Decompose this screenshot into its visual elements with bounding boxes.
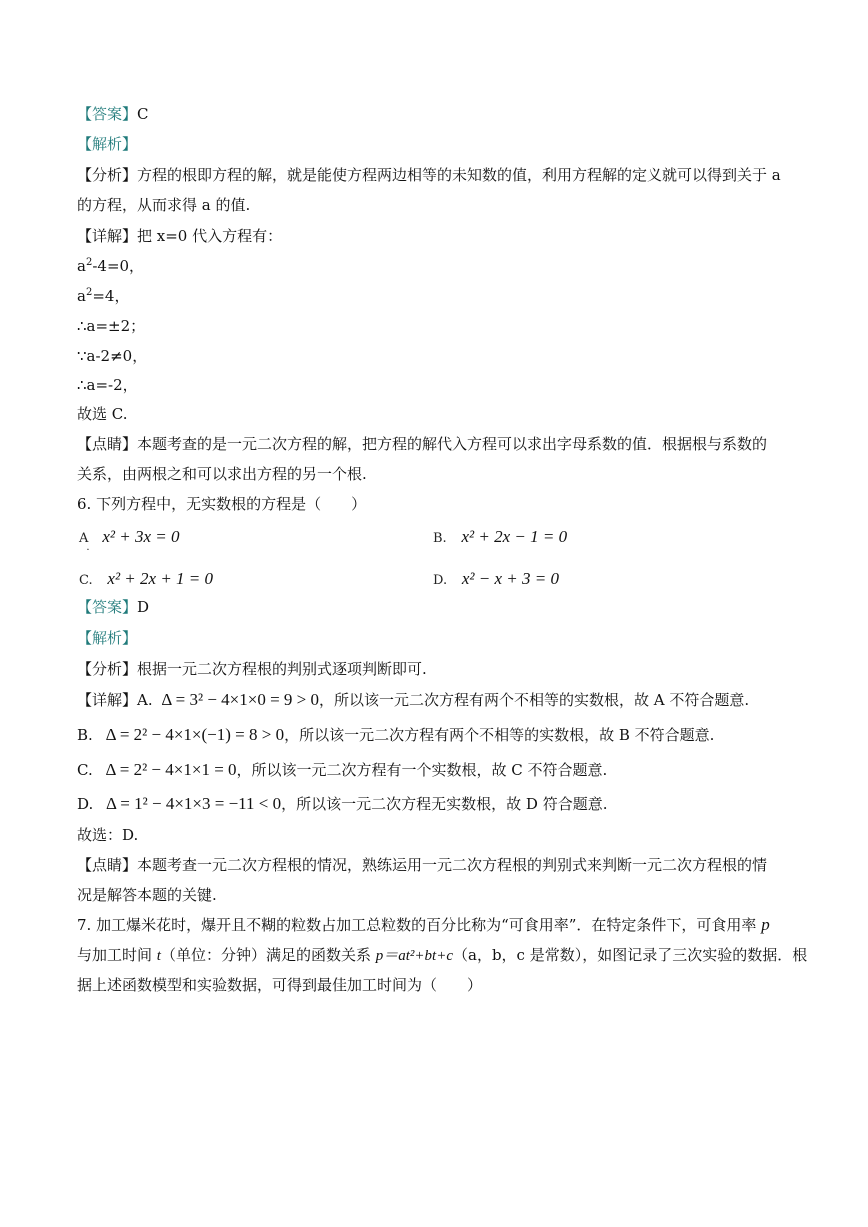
fenxi-text: 根据一元二次方程根的判别式逐项判断即可. [137,660,427,678]
detail-text: ，所以该一元二次方程有两个不相等的实数根，故 B 不符合题意. [284,726,715,744]
analysis-tag: 【解析】 [77,135,138,153]
q6-detail-b [77,725,714,745]
q7-var-p: p [761,915,770,934]
q5-step1 [77,256,144,276]
option-label: C. [79,573,93,588]
step2-rest: =4， [92,287,130,305]
option-label: D. [433,573,448,588]
dianjing-tag: 【点睛】 [77,435,138,453]
q6-answer-line [77,597,149,617]
q6-option-a: $A_.$ x² + 3x = 0 [79,527,180,553]
q6-choose: 故选：D. [77,826,139,844]
answer-value: D [137,598,150,616]
q5-dianjing-line1 [77,434,767,454]
q5-answer-line [77,104,149,124]
q7-line1 [77,915,770,935]
q6-stem: 6. 下列方程中，无实数根的方程是（ ） [77,495,367,513]
q5-choose: 故选 C. [77,405,128,423]
detail-prefix: C. [77,761,93,779]
step1-exp: 2 [85,257,93,268]
step1-rest: -4=0， [92,257,145,275]
q6-option-b [433,527,567,549]
xiangjie-tag: 【详解】 [77,227,138,245]
option-equation: x² + 2x + 1 = 0 [107,569,214,588]
q7-line2 [77,945,807,966]
detail-prefix: B. [77,726,93,744]
q7-var-t: t [156,948,161,964]
q6-option-d [433,569,559,591]
option-equation: x² − x + 3 = 0 [461,569,559,588]
q6-option-c [79,569,213,591]
option-label: A [79,531,89,546]
discriminant-math: Δ = 2² − 4×1×(−1) = 8 > 0 [105,725,285,744]
q7-text: （a，b，c 是常数），如图记录了三次实验的数据．根 [453,946,808,964]
analysis-tag: 【解析】 [77,629,138,647]
discriminant-math: Δ = 1² − 4×1×3 = −11 < 0 [106,794,282,813]
q6-detail-a [77,690,749,710]
q5-fenxi-line1 [77,165,781,185]
q6-analysis-line [77,628,137,648]
option-equation: x² + 3x = 0 [102,527,180,546]
q6-dianjing-line2: 况是解答本题的关键. [77,886,217,904]
dianjing-tag: 【点睛】 [77,856,138,874]
q5-step3: ∴a=±2； [77,317,146,335]
detail-text: ，所以该一元二次方程有一个实数根，故 C 不符合题意. [236,761,608,779]
q5-step4: ∵a-2≠0， [77,347,148,365]
q5-analysis-line [77,134,137,154]
q5-step5: ∴a=-2， [77,376,138,394]
xiangjie-text: 把 x=0 代入方程有： [137,227,283,245]
option-label: B. [433,531,447,546]
q5-fenxi-line2 [77,195,250,215]
answer-value: C [137,105,149,123]
step2-base: a [77,287,86,305]
q5-dianjing-line2: 关系，由两根之和可以求出方程的另一个根. [77,465,367,483]
q6-fenxi-line [77,659,427,679]
detail-text: ，所以该一元二次方程无实数根，故 D 符合题意. [281,795,608,813]
fenxi-tag: 【分析】 [77,660,138,678]
answer-tag: 【答案】 [77,105,138,123]
discriminant-math: Δ = 3² − 4×1×0 = 9 > 0 [161,690,320,709]
detail-prefix: D. [77,795,94,813]
detail-text: ，所以该一元二次方程有两个不相等的实数根，故 A 不符合题意. [319,691,750,709]
option-equation: x² + 2x − 1 = 0 [461,527,568,546]
xiangjie-tag: 【详解】 [77,691,138,709]
discriminant-math: Δ = 2² − 4×1×1 = 0 [105,760,237,779]
q6-detail-d [77,794,607,814]
q7-line3: 据上述函数模型和实验数据，可得到最佳加工时间为（ ） [77,976,483,994]
q7-formula: p＝at²+bt+c [375,948,453,964]
q7-text: 与加工时间 [77,946,153,964]
fenxi-text-cont: 的方程，从而求得 a 的值. [77,196,251,214]
answer-tag: 【答案】 [77,598,138,616]
q5-xiangjie-line [77,226,282,246]
q7-text: 7. 加工爆米花时，爆开且不糊的粒数占加工总粒数的百分比称为“可食用率”．在特定条件下，可食用率 [77,916,757,934]
detail-prefix: A. [137,691,153,709]
step1-base: a [77,257,86,275]
step2-exp: 2 [85,287,93,298]
q5-step2 [77,286,129,306]
q7-text: （单位：分钟）满足的函数关系 [160,946,371,964]
q6-dianjing-line1 [77,855,767,875]
fenxi-tag: 【分析】 [77,166,138,184]
dianjing-text: 本题考查的是一元二次方程的解，把方程的解代入方程可以求出字母系数的值．根据根与系数的 [137,435,768,453]
q6-detail-c [77,760,607,780]
fenxi-text: 方程的根即方程的解，就是能使方程两边相等的未知数的值，利用方程解的定义就可以得到关于 a [137,166,781,184]
dianjing-text: 本题考查一元二次方程根的情况，熟练运用一元二次方程根的判别式来判断一元二次方程根的情 [137,856,768,874]
